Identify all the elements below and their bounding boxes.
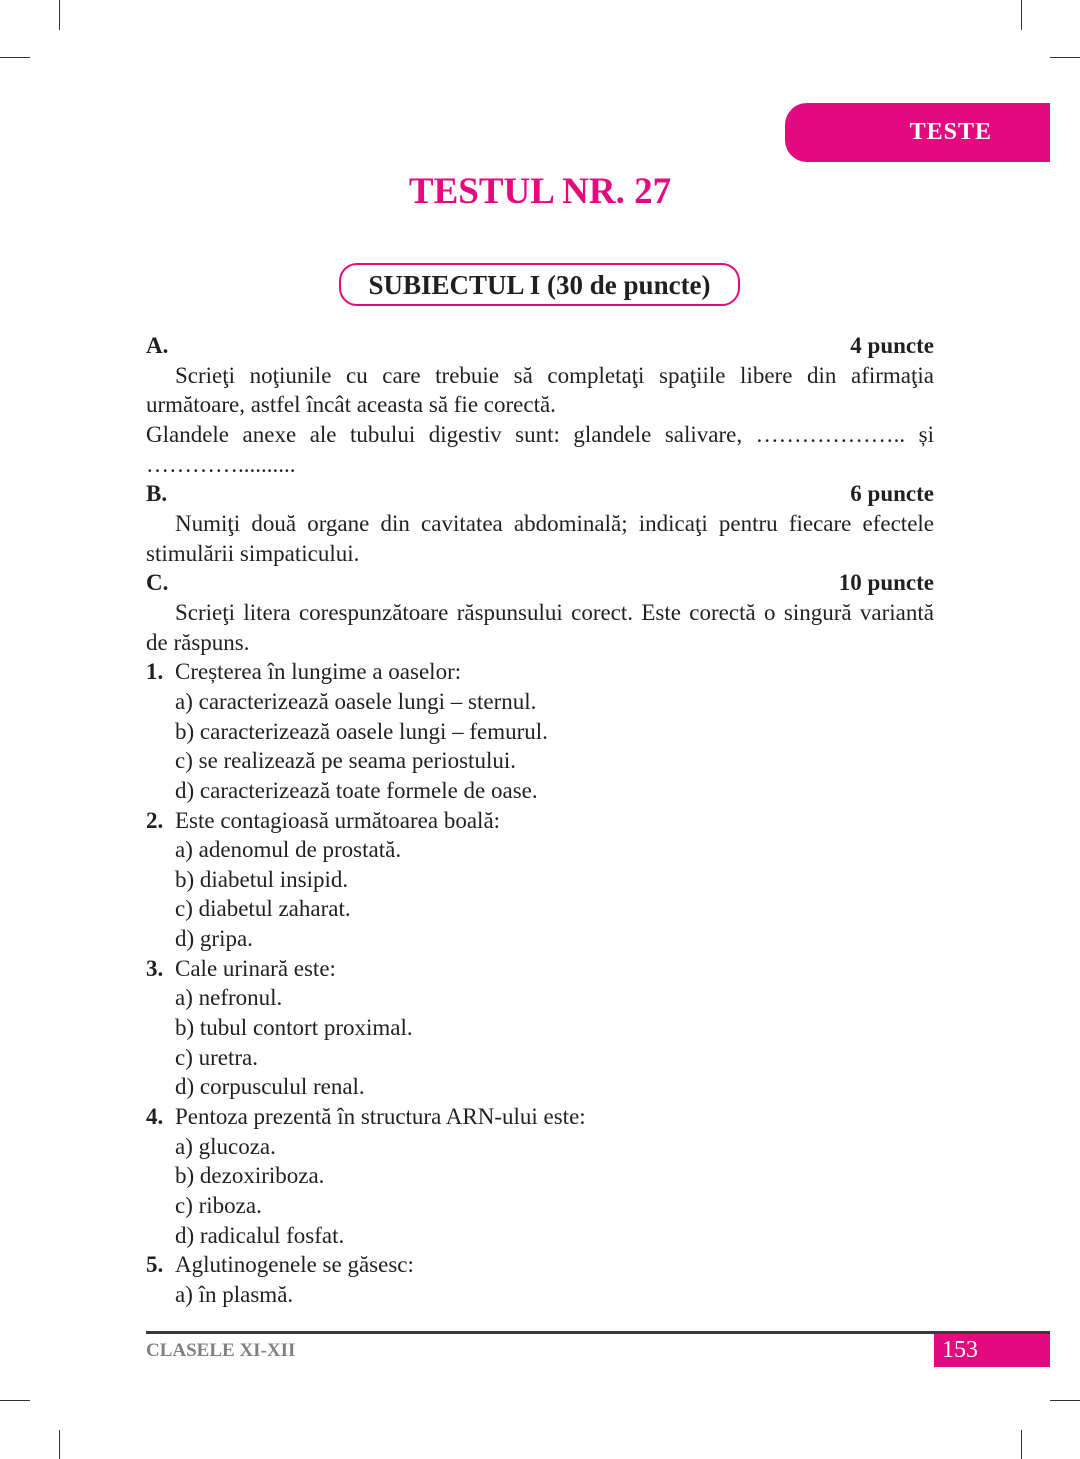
points: 10 puncte: [838, 570, 934, 596]
crop-mark: [59, 1430, 60, 1459]
question-number: 1.: [146, 659, 164, 685]
page-number: 153: [934, 1334, 1050, 1367]
question-text: Creșterea în lungime a oaselor:: [175, 659, 462, 685]
answer-option: d) caracterizează toate formele de oase.: [175, 777, 538, 803]
answer-option: c) diabetul zaharat.: [175, 896, 351, 922]
question: [146, 1102, 934, 1132]
answer-option: d) gripa.: [175, 926, 253, 952]
answer-option: b) caracterizează oasele lungi – femurul.: [175, 718, 548, 744]
section-label: C.: [146, 570, 169, 596]
answer-option: a) nefronul.: [175, 985, 283, 1011]
question-number: 2.: [146, 807, 164, 833]
section-a-header: [146, 331, 934, 361]
answer-option: a) caracterizează oasele lungi – sternul.: [175, 688, 537, 714]
section-tab: TESTE: [785, 103, 1050, 162]
answer-option: a) în plasmă.: [175, 1282, 294, 1307]
question: [146, 657, 934, 687]
question-list: [146, 657, 934, 1309]
points: 4 puncte: [850, 333, 934, 358]
section-c-text: Scrieţi litera corespunzătoare răspunsului corect. Este corectă o singură variantă de răspuns.: [146, 599, 934, 655]
question: [146, 1250, 934, 1280]
content: [146, 331, 934, 1310]
answer-option: d) radicalul fosfat.: [175, 1222, 345, 1248]
answer-option: a) glucoza.: [175, 1133, 276, 1159]
section-b-header: [146, 479, 934, 509]
section-b-text: Numiţi două organe din cavitatea abdominală; indicaţi pentru fiecare efectele stimulării simpaticului.: [146, 510, 934, 566]
footer-text: CLASELE XI-XII: [146, 1340, 296, 1361]
question-number: 5.: [146, 1252, 164, 1278]
footer-rule: [146, 1331, 1050, 1334]
crop-mark: [1050, 1400, 1080, 1401]
answer-option: b) tubul contort proximal.: [175, 1015, 413, 1041]
question-text: Pentoza prezentă în structura ARN-ului este:: [175, 1104, 586, 1130]
answer-option: b) diabetul insipid.: [175, 866, 349, 892]
question-text: Este contagioasă următoarea boală:: [175, 807, 501, 833]
answer-option: a) adenomul de prostată.: [175, 837, 402, 863]
crop-mark: [1021, 1430, 1022, 1459]
section-c-header: [146, 568, 934, 598]
section-label: A.: [146, 333, 169, 358]
crop-mark: [1021, 0, 1022, 30]
question-number: 4.: [146, 1104, 164, 1130]
fill-blank-line: …………..........: [146, 451, 296, 477]
crop-mark: [0, 1400, 30, 1401]
answer-option: c) riboza.: [175, 1193, 262, 1219]
question-number: 3.: [146, 955, 164, 981]
section-label: B.: [146, 481, 168, 507]
crop-mark: [59, 0, 60, 30]
question-text: Aglutinogenele se găsesc:: [175, 1252, 414, 1278]
question: [146, 954, 934, 984]
answer-option: d) corpusculul renal.: [175, 1074, 365, 1100]
section-a-text: Scrieţi noţiunile cu care trebuie să completaţi spaţiile libere din afirmaţia următoare, astfel încât aceasta să fie corectă.: [146, 362, 934, 418]
question: [146, 806, 934, 836]
fill-blank-line: Glandele anexe ale tubului digestiv sunt: glandele salivare, ……………….. și: [146, 421, 934, 447]
answer-option: c) se realizează pe seama periostului.: [175, 748, 516, 774]
answer-option: b) dezoxiriboza.: [175, 1163, 325, 1189]
crop-mark: [1050, 57, 1080, 58]
page-title: TESTUL NR. 27: [408, 171, 672, 212]
subject-heading: SUBIECTUL I (30 de puncte): [339, 263, 740, 306]
question-text: Cale urinară este:: [175, 955, 336, 981]
points: 6 puncte: [850, 481, 934, 507]
answer-option: c) uretra.: [175, 1044, 258, 1070]
crop-mark: [0, 57, 30, 58]
